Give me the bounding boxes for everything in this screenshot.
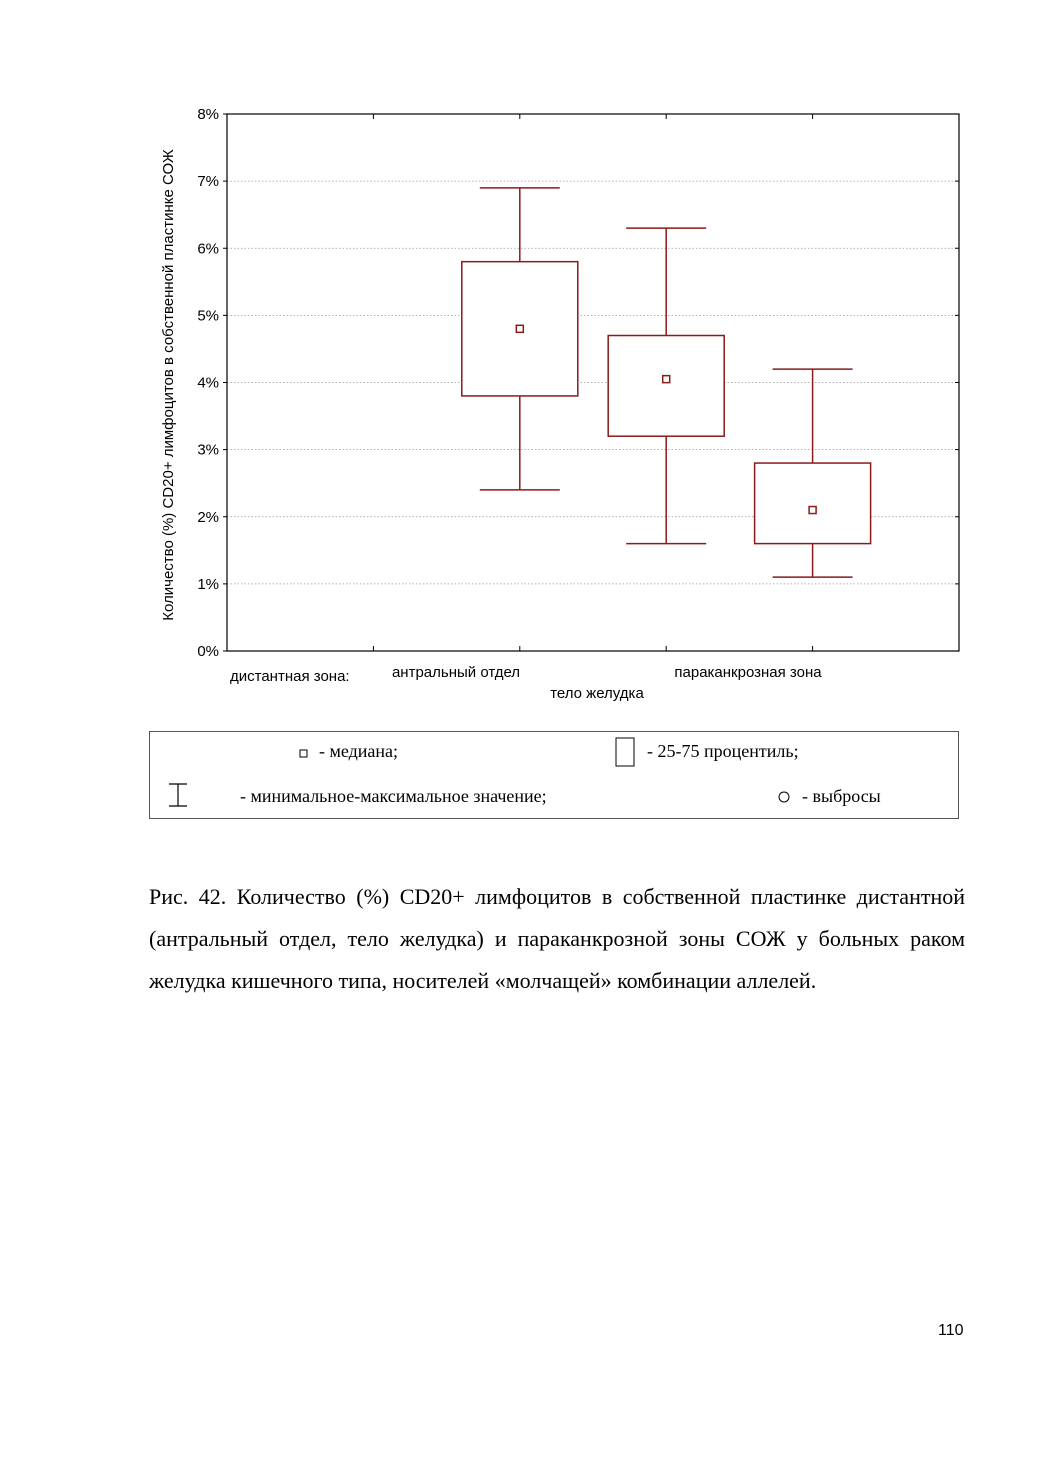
legend-outliers-label: - выбросы (802, 786, 881, 806)
x-axis-prefix: дистантная зона: (230, 668, 350, 685)
box-1 (462, 188, 578, 490)
y-tick-label: 8% (197, 106, 219, 123)
y-tick-label: 5% (197, 307, 219, 325)
x-tick-label-2: тело желудка (550, 685, 644, 702)
y-tick-label: 4% (197, 374, 219, 392)
y-tick-label: 7% (197, 173, 219, 191)
figure-caption: Рис. 42. Количество (%) CD20+ лимфоцитов в собственной пластинке дистантной (антральный отдел, тело желудка) и параканкрозной зоны СОЖ у больных раком желудка кишечного типа, носителей «молчащей» комбинации аллелей. (149, 884, 965, 993)
median-marker (809, 507, 816, 514)
y-tick-label: 6% (197, 240, 219, 258)
median-marker (516, 325, 523, 332)
x-axis (373, 114, 812, 651)
box-plot-chart (0, 0, 1039, 720)
legend-minmax-label: - минимальное-максимальное значение; (240, 786, 547, 806)
page-number: 110 (938, 1322, 964, 1339)
iqr-box (608, 336, 724, 437)
y-axis-label: Количество (%) CD20+ лимфоцитов в собственной пластинке СОЖ (160, 149, 177, 621)
legend-median-label: - медиана; (319, 741, 399, 761)
legend (149, 731, 959, 819)
box-3 (755, 369, 871, 577)
percentile-box-icon (616, 738, 634, 766)
y-tick-label: 1% (197, 575, 219, 593)
x-tick-label-1: антральный отдел (391, 664, 521, 681)
minmax-whisker-icon (169, 784, 187, 806)
x-tick-label-3: параканкрозная зона (674, 664, 822, 681)
y-tick-label: 3% (197, 441, 219, 459)
median-marker (663, 376, 670, 383)
median-marker-icon (300, 750, 307, 757)
y-tick-label: 2% (197, 508, 219, 526)
y-tick-label: 0% (197, 643, 219, 660)
box-2 (608, 228, 724, 543)
legend-percentile-label: - 25-75 процентиль; (647, 741, 799, 761)
iqr-box (755, 463, 871, 544)
outlier-marker-icon (779, 792, 789, 802)
